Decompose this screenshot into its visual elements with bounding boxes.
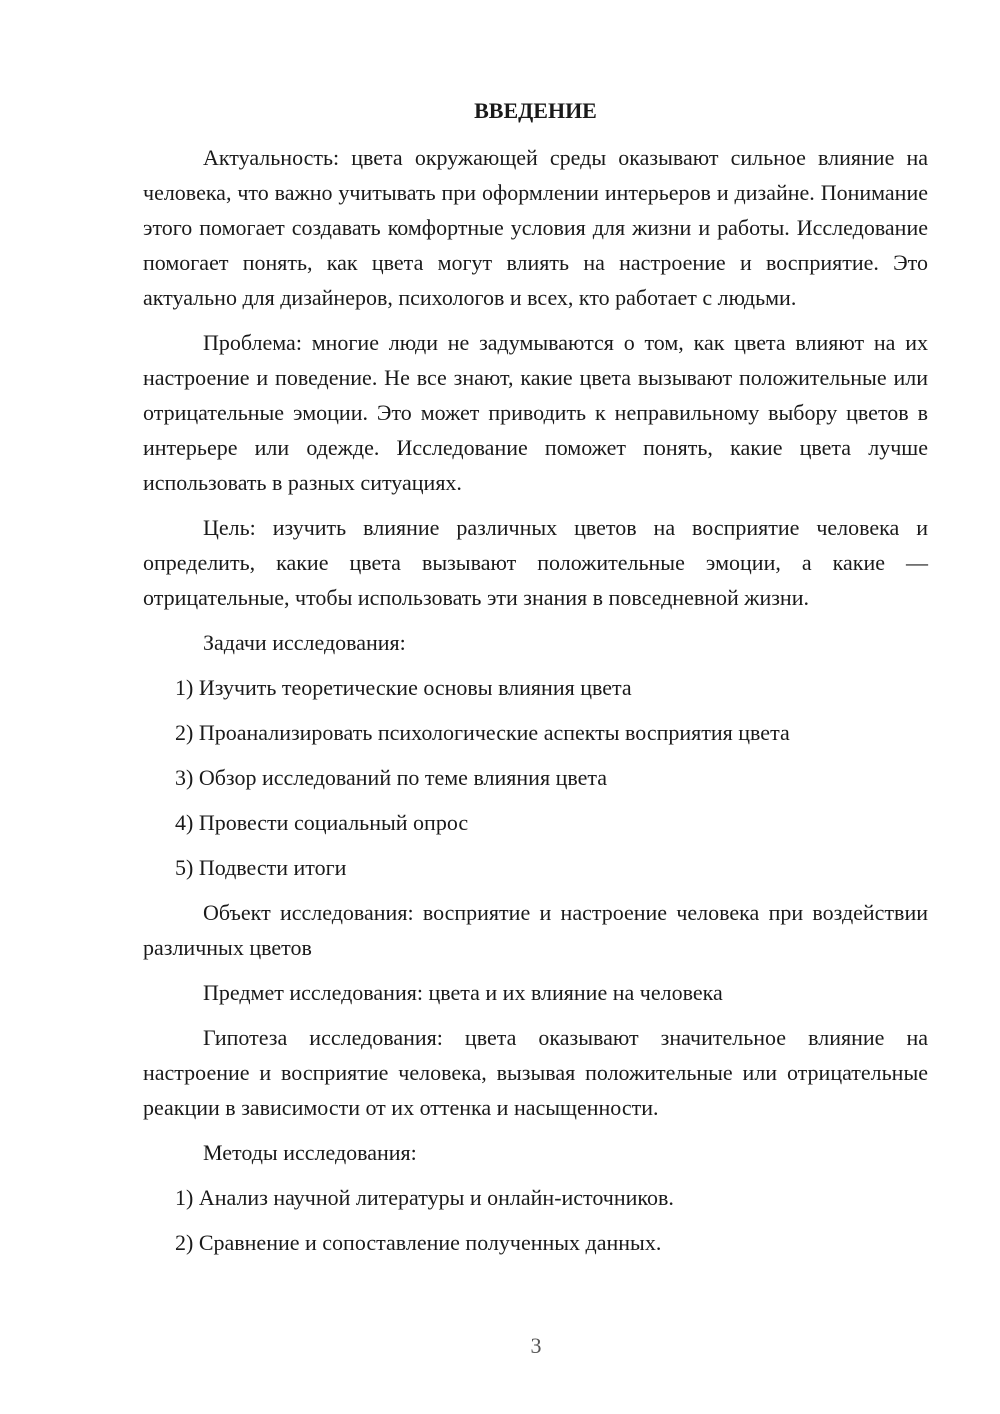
- list-item: 2) Проанализировать психологические аспекты восприятия цвета: [175, 720, 790, 745]
- list-item: 2) Сравнение и сопоставление полученных данных.: [175, 1230, 662, 1255]
- list-item: 1) Анализ научной литературы и онлайн-источников.: [175, 1185, 674, 1210]
- list-item: 4) Провести социальный опрос: [175, 810, 469, 835]
- hypothesis-paragraph: Гипотеза исследования: цвета оказывают значительное влияние на настроение и восприятие человека, вызывая положительные или отрицательные реакции в зависимости от их оттенка и насыщенности.: [143, 1025, 928, 1120]
- relevance-paragraph: Актуальность: цвета окружающей среды оказывают сильное влияние на человека, что важно учитывать при оформлении интерьеров и дизайне. Понимание этого помогает создавать комфортные условия для жизни и работы. Исследование помогает понять, как цвета могут влиять на настроение и восприятие. Это актуально для дизайнеров, психологов и всех, кто работает с людьми.: [143, 145, 928, 310]
- list-item: 3) Обзор исследований по теме влияния цвета: [175, 765, 608, 790]
- tasks-label: Задачи исследования:: [203, 630, 406, 655]
- page-number: 3: [530, 1333, 542, 1358]
- methods-list: [143, 1180, 928, 1260]
- object-paragraph: Объект исследования: восприятие и настроение человека при воздействии различных цветов: [143, 900, 928, 960]
- goal-paragraph: Цель: изучить влияние различных цветов на восприятие человека и определить, какие цвета вызывают положительные эмоции, а какие — отрицательные, чтобы использовать эти знания в повседневной жизни.: [143, 515, 928, 610]
- list-item: 5) Подвести итоги: [175, 855, 347, 880]
- problem-paragraph: Проблема: многие люди не задумываются о том, как цвета влияют на их настроение и поведение. Не все знают, какие цвета вызывают положительные или отрицательные эмоции. Это может приводить к неправильному выбору цветов в интерьере или одежде. Исследование поможет понять, какие цвета лучше использовать в разных ситуациях.: [143, 330, 928, 495]
- methods-label: Методы исследования:: [203, 1140, 417, 1165]
- subject-paragraph: Предмет исследования: цвета и их влияние на человека: [203, 980, 723, 1005]
- document-page: [143, 96, 928, 1270]
- tasks-list: [143, 670, 928, 885]
- list-item: 1) Изучить теоретические основы влияния цвета: [175, 675, 632, 700]
- page-title: ВВЕДЕНИЕ: [474, 98, 597, 123]
